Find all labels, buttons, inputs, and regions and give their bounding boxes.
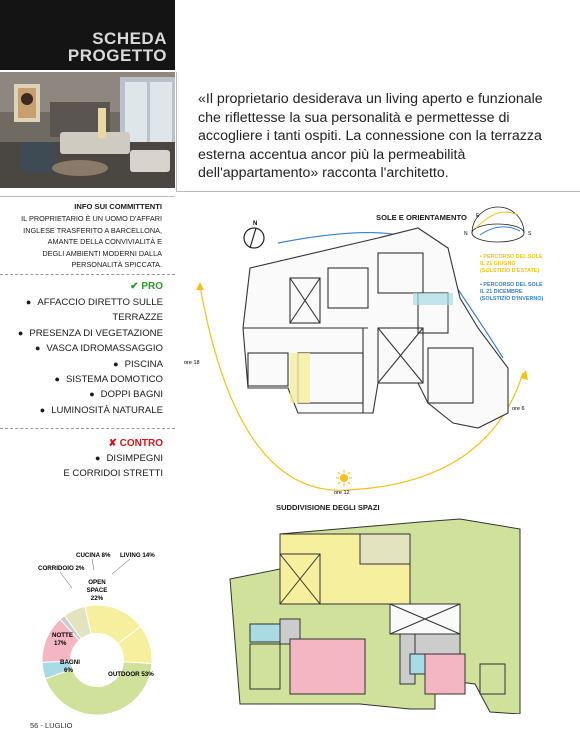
divider-vertical (176, 72, 177, 192)
info-line: DEGLI AMBIENTI MODERNI DALLA (42, 248, 162, 258)
header-line1: SCHEDA (92, 29, 167, 48)
floor-plan-1 (243, 228, 508, 428)
list-item: TERRAZZE (112, 312, 163, 324)
list-item: ● SISTEMA DOMOTICO (54, 374, 163, 386)
bullet-icon: ● (89, 389, 95, 400)
list-item: ● PRESENZA DI VEGETAZIONE (17, 327, 163, 339)
label-ore6: ore 6 (512, 406, 525, 412)
legend-summer: • PERCORSO DEL SOLE IL 21 GIUGNO (SOLSTIZIO D'ESTATE) (480, 254, 543, 274)
label-ore18: ore 18 (184, 360, 200, 366)
info-line: PERSONALITÀ SPICCATA. (71, 260, 162, 270)
list-item: ● DISIMPEGNI (95, 453, 163, 464)
dashed-divider (0, 428, 175, 429)
plan2-title: SUDDIVISIONE DEGLI SPAZI (276, 503, 380, 512)
page-footer: 56 - LUGLIO (30, 721, 73, 730)
bullet-icon: ● (95, 453, 101, 463)
bullet-icon: ● (25, 297, 32, 307)
label-open-space-2: SPACE (86, 587, 108, 594)
pros-list (0, 295, 163, 418)
label-notte-2: 17% (54, 640, 67, 647)
cons-list (0, 451, 163, 482)
floor-plan-2 (230, 519, 520, 714)
dashed-divider (0, 274, 175, 275)
list-item: E CORRIDOI STRETTI (63, 468, 163, 480)
label-bagni-2: 6% (64, 667, 73, 674)
label-open-space-1: OPEN (88, 579, 106, 586)
divider-horizontal (176, 191, 580, 192)
divider-left (0, 196, 175, 197)
label-bagni-1: BAGNI (60, 659, 80, 666)
list-item: ● LUMINOSITÀ NATURALE (39, 404, 163, 416)
list-item: ● DOPPI BAGNI (89, 389, 163, 401)
interior-photo (0, 72, 175, 188)
bullet-icon: ● (39, 404, 46, 415)
svg-text:N: N (464, 231, 468, 237)
info-line: IL PROPRIETARIO È UN UOMO D'AFFARI (21, 214, 162, 223)
info-title: INFO SUI COMMITTENTI (74, 202, 162, 211)
list-item: ● AFFACCIO DIRETTO SULLE (25, 297, 163, 308)
label-living: LIVING 14% (120, 552, 155, 559)
info-line: AMANTE DELLA CONVIVIALITÀ E (47, 237, 162, 247)
plan1-title: SOLE E ORIENTAMENTO (376, 213, 467, 222)
label-notte-1: NOTTE (52, 632, 73, 639)
label-ore12: ore 12 (334, 490, 350, 496)
legend-winter: • PERCORSO DEL SOLE IL 21 DICEMBRE (SOLSTIZIO D'INVERNO) (480, 282, 544, 302)
label-outdoor: OUTDOOR 53% (108, 671, 154, 678)
svg-text:S: S (528, 231, 532, 237)
cons-title: ✘ CONTRO (108, 438, 163, 449)
info-line: INGLESE TRASFERITO A BARCELLONA, (23, 225, 162, 235)
svg-text:N: N (253, 221, 258, 227)
space-donut-chart (0, 540, 175, 715)
sun-icon (336, 470, 352, 486)
plan-sun-orientation (178, 198, 580, 503)
architect-quote: «Il proprietario desiderava un living aperto e funzionale che riflettesse la sua personalità e permettesse di accogliere i tanti ospiti. La connessione con la terrazza esterna accentua ancor più la permeabilità dell'appartamento» racconta l'architetto. (198, 91, 543, 181)
bullet-icon: ● (17, 327, 24, 338)
svg-text:E: E (476, 213, 480, 219)
list-item: ● PISCINA (113, 358, 163, 370)
info-body (20, 213, 162, 271)
label-corridoio: CORRIDOIO 2% (38, 565, 85, 572)
bullet-icon: ● (54, 374, 60, 385)
pros-title: ✔ PRO (130, 281, 163, 292)
north-arrow-icon (244, 221, 264, 248)
sun-globe-icon (464, 207, 532, 242)
label-open-space-3: 22% (90, 595, 104, 602)
section-header (0, 0, 175, 70)
header-line2: PROGETTO (67, 46, 167, 65)
label-cucina: CUCINA 8% (76, 552, 111, 559)
bullet-icon: ● (113, 358, 119, 369)
bullet-icon: ● (34, 343, 41, 354)
list-item: ● VASCA IDROMASSAGGIO (34, 343, 163, 355)
plan-space-division (220, 514, 560, 714)
